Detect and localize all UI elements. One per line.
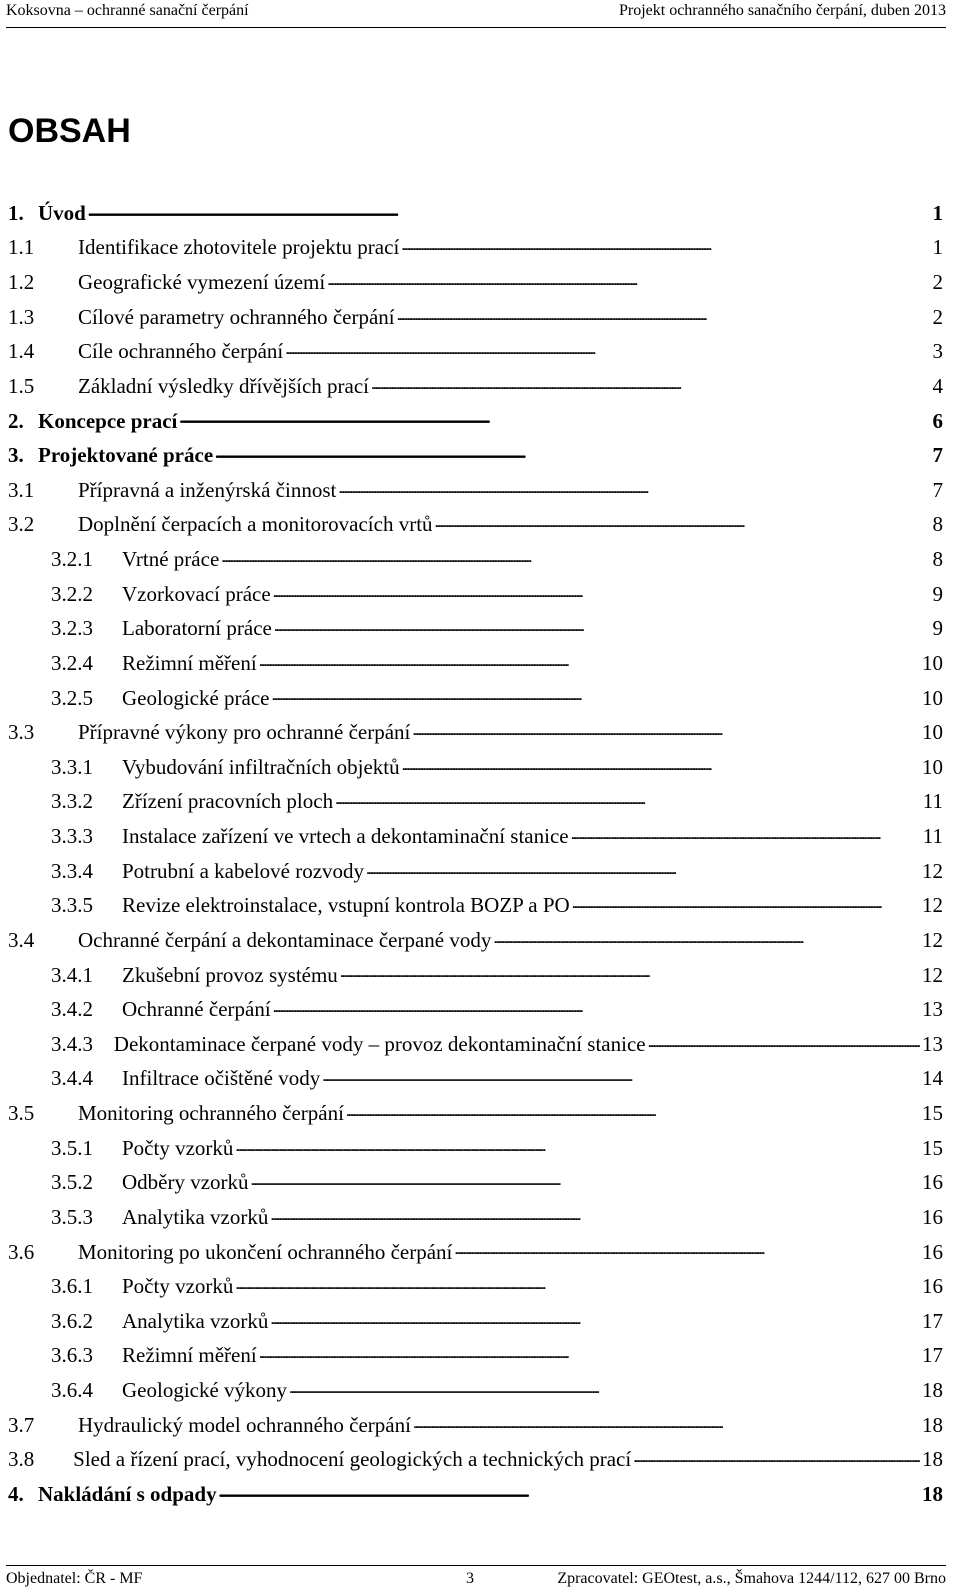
page-header [6, 0, 946, 28]
toc-dot-leader [346, 1097, 920, 1131]
toc-entry-page: 16 [922, 1204, 943, 1229]
toc-entry[interactable] [8, 438, 943, 473]
toc-dot-leader [270, 1201, 920, 1235]
toc-entry-number: 3.2.2 [51, 581, 93, 606]
toc-entry-label: Hydraulický model ochranného čerpání [78, 1412, 411, 1437]
toc-entry[interactable] [8, 1304, 943, 1339]
toc-entry-number: 3.3.5 [51, 893, 93, 918]
toc-entry-number: 3.3.4 [51, 858, 93, 883]
toc-entry-label: Ochranné čerpání [122, 997, 271, 1022]
toc-entry[interactable] [8, 1373, 943, 1408]
toc-entry-page: 17 [922, 1308, 943, 1333]
toc-entry-page: 10 [922, 650, 943, 675]
toc-entry-number: 3.1 [8, 477, 35, 502]
toc-dot-leader [454, 1235, 920, 1269]
toc-dot-leader [366, 855, 920, 889]
toc-entry[interactable] [8, 473, 943, 508]
toc-entry-page: 7 [932, 443, 943, 468]
toc-entry-label: Režimní měření [122, 650, 257, 675]
toc-entry-page: 2 [932, 270, 943, 295]
toc-entry-page: 7 [932, 477, 943, 502]
toc-entry-number: 3.4 [8, 927, 35, 952]
toc-dot-leader [235, 1270, 920, 1304]
toc-entry[interactable] [8, 612, 943, 647]
toc-entry-label: Úvod [38, 200, 86, 225]
toc-entry[interactable] [8, 1339, 943, 1374]
toc-entry-page: 1 [932, 235, 943, 260]
toc-entry-page: 6 [932, 408, 943, 433]
toc-dot-leader [493, 924, 920, 958]
toc-dot-leader [371, 370, 931, 404]
toc-dot-leader [335, 785, 921, 819]
toc-dot-leader [285, 335, 930, 369]
toc-dot-leader [338, 474, 930, 508]
toc-dot-leader [259, 647, 920, 681]
toc-entry[interactable] [8, 577, 943, 612]
toc-dot-leader [273, 993, 920, 1027]
toc-entry-label: Potrubní a kabelové rozvody [122, 858, 365, 883]
toc-entry[interactable] [8, 1235, 943, 1270]
toc-dot-leader [219, 1478, 920, 1512]
toc-entry-page: 2 [932, 304, 943, 329]
toc-entry[interactable] [8, 646, 943, 681]
footer-page-number: 3 [466, 1570, 474, 1587]
toc-entry-label: Monitoring ochranného čerpání [78, 1101, 344, 1126]
toc-entry-number: 3.3.2 [51, 789, 93, 814]
toc-dot-leader [289, 1374, 920, 1408]
toc-entry-label: Ochranné čerpání a dekontaminace čerpané vody [78, 927, 492, 952]
toc-dot-leader [648, 1028, 920, 1062]
toc-entry-label: Cílové parametry ochranného čerpání [78, 304, 395, 329]
toc-entry-page: 18 [922, 1412, 943, 1437]
toc-entry[interactable] [8, 1200, 943, 1235]
toc-entry-page: 9 [932, 616, 943, 641]
toc-entry[interactable] [8, 369, 943, 404]
toc-dot-leader [571, 820, 921, 854]
toc-entry-number: 2. [8, 408, 24, 433]
toc-entry-label: Vybudování infiltračních objektů [122, 754, 400, 779]
toc-dot-leader [215, 439, 930, 473]
toc-entry[interactable] [8, 992, 943, 1027]
toc-dot-leader [88, 197, 931, 231]
toc-entry-number: 3.4.2 [51, 997, 93, 1022]
toc-entry-page: 16 [922, 1239, 943, 1264]
toc-dot-leader [259, 1339, 920, 1373]
toc-entry-page: 3 [932, 339, 943, 364]
toc-entry-number: 3.2.1 [51, 547, 93, 572]
toc-entry-page: 16 [922, 1274, 943, 1299]
toc-entry-page: 9 [932, 581, 943, 606]
toc-entry[interactable] [8, 1269, 943, 1304]
toc-entry-label: Revize elektroinstalace, vstupní kontrola BOZP a PO [122, 893, 570, 918]
toc-entry[interactable] [8, 1131, 943, 1166]
toc-entry[interactable] [8, 1096, 943, 1131]
toc-entry-number: 3.3.1 [51, 754, 93, 779]
toc-entry-page: 17 [922, 1343, 943, 1368]
toc-entry-page: 11 [922, 824, 943, 849]
toc-entry-number: 3.6.2 [51, 1308, 93, 1333]
toc-entry-number: 3.4.1 [51, 962, 93, 987]
toc-entry-number: 3.6.4 [51, 1378, 93, 1403]
toc-entry-page: 13 [922, 1031, 943, 1056]
toc-entry-label: Analytika vzorků [122, 1204, 269, 1229]
toc-entry-label: Geologické práce [122, 685, 270, 710]
toc-entry-number: 1.2 [8, 270, 35, 295]
toc-entry-page: 12 [922, 858, 943, 883]
toc-entry-label: Doplnění čerpacích a monitorovacích vrtů [78, 512, 433, 537]
header-document-title: Koksovna – ochranné sanační čerpání [6, 2, 249, 19]
toc-entry[interactable] [8, 1408, 943, 1443]
toc-entry-number: 3.6.3 [51, 1343, 93, 1368]
toc-dot-leader [179, 404, 930, 438]
toc-entry[interactable] [8, 854, 943, 889]
toc-entry-page: 15 [922, 1135, 943, 1160]
toc-entry[interactable] [8, 819, 943, 854]
toc-entry-label: Identifikace zhotovitele projektu prací [78, 235, 400, 260]
toc-entry[interactable] [8, 785, 943, 820]
toc-entry-number: 3.5.2 [51, 1170, 93, 1195]
toc-entry-number: 3.2.4 [51, 650, 93, 675]
toc-dot-leader [397, 301, 931, 335]
toc-entry-page: 14 [922, 1066, 943, 1091]
toc-entry-label: Odběry vzorků [122, 1170, 249, 1195]
toc-entry-label: Základní výsledky dřívějších prací [78, 373, 369, 398]
toc-dot-leader [572, 889, 920, 923]
toc-dot-leader [633, 1443, 920, 1477]
toc-entry-page: 18 [922, 1447, 943, 1472]
toc-entry-label: Laboratorní práce [122, 616, 272, 641]
toc-entry-label: Geologické výkony [122, 1378, 288, 1403]
toc-entry-number: 3. [8, 443, 24, 468]
toc-entry-page: 18 [922, 1481, 943, 1506]
toc-entry-number: 3.3 [8, 720, 35, 745]
toc-entry-page: 13 [922, 997, 943, 1022]
toc-dot-leader [435, 508, 931, 542]
toc-entry-number: 1.3 [8, 304, 35, 329]
toc-entry-number: 1.5 [8, 373, 35, 398]
toc-entry-page: 11 [922, 789, 943, 814]
toc-entry-page: 10 [922, 754, 943, 779]
toc-entry-number: 1.4 [8, 339, 35, 364]
toc-entry-page: 8 [932, 547, 943, 572]
toc-entry-label: Analytika vzorků [122, 1308, 269, 1333]
toc-dot-leader [340, 958, 920, 992]
toc-entry-label: Infiltrace očištěné vody [122, 1066, 321, 1091]
toc-entry-page: 4 [932, 373, 943, 398]
toc-dot-leader [402, 751, 920, 785]
toc-entry-label: Zkušební provoz systému [122, 962, 338, 987]
toc-entry[interactable] [8, 1166, 943, 1201]
toc-entry-page: 1 [932, 200, 943, 225]
toc-entry-number: 3.7 [8, 1412, 35, 1437]
toc-entry[interactable] [8, 265, 943, 300]
toc-dot-leader [327, 266, 930, 300]
toc-entry[interactable] [8, 1443, 943, 1478]
toc-entry[interactable] [8, 958, 943, 993]
toc-entry-label: Zřízení pracovních ploch [122, 789, 334, 814]
toc-dot-leader [272, 681, 920, 715]
header-project-info: Projekt ochranného sanačního čerpání, duben 2013 [618, 2, 946, 19]
toc-entry[interactable] [8, 508, 943, 543]
page-footer [6, 1565, 946, 1590]
toc-entry-label: Sled a řízení prací, vyhodnocení geologických a technických prací [73, 1447, 632, 1472]
toc-entry-page: 12 [922, 927, 943, 952]
toc-entry-label: Projektované práce [38, 443, 214, 468]
toc-entry[interactable] [8, 231, 943, 266]
toc-entry-number: 1.1 [8, 235, 35, 260]
toc-entry-page: 12 [922, 893, 943, 918]
toc-dot-leader [401, 231, 930, 265]
toc-dot-leader [322, 1062, 920, 1096]
toc-entry-label: Počty vzorků [122, 1274, 234, 1299]
toc-entry-number: 3.2.3 [51, 616, 93, 641]
footer-contractor: Zpracovatel: GEOtest, a.s., Šmahova 1244/112, 627 00 Brno [557, 1570, 946, 1587]
toc-entry-number: 3.6.1 [51, 1274, 93, 1299]
toc-entry[interactable] [8, 1027, 943, 1062]
toc-entry[interactable] [8, 681, 943, 716]
toc-entry[interactable] [8, 923, 943, 958]
toc-dot-leader [235, 1132, 920, 1166]
toc-dot-leader [412, 716, 920, 750]
toc-dot-leader [413, 1409, 920, 1443]
toc-entry-label: Vrtné práce [122, 547, 220, 572]
toc-entry-label: Monitoring po ukončení ochranného čerpání [78, 1239, 453, 1264]
toc-entry-page: 18 [922, 1378, 943, 1403]
toc-entry[interactable] [8, 1477, 943, 1512]
toc-dot-leader [273, 578, 931, 612]
toc-entry-page: 10 [922, 685, 943, 710]
toc-entry-number: 3.5.1 [51, 1135, 93, 1160]
toc-entry-number: 4. [8, 1481, 24, 1506]
toc-entry-number: 3.4.3 [51, 1031, 93, 1056]
toc-dot-leader [274, 612, 931, 646]
toc-entry-number: 3.5 [8, 1101, 35, 1126]
toc-entry[interactable] [8, 335, 943, 370]
toc-entry-label: Přípravné výkony pro ochranné čerpání [78, 720, 411, 745]
toc-entry-label: Vzorkovací práce [122, 581, 271, 606]
toc-entry[interactable] [8, 542, 943, 577]
toc-entry[interactable] [8, 750, 943, 785]
toc-entry[interactable] [8, 404, 943, 439]
toc-entry-page: 16 [922, 1170, 943, 1195]
toc-entry-label: Nakládání s odpady [38, 1481, 217, 1506]
toc-entry-number: 3.5.3 [51, 1204, 93, 1229]
toc-entry-number: 3.3.3 [51, 824, 93, 849]
toc-entry[interactable] [8, 889, 943, 924]
toc-dot-leader [251, 1166, 920, 1200]
page-title: OBSAH [8, 112, 131, 150]
toc-entry-number: 3.6 [8, 1239, 35, 1264]
toc-entry-label: Instalace zařízení ve vrtech a dekontaminační stanice [122, 824, 569, 849]
toc-entry-label: Koncepce prací [38, 408, 178, 433]
toc-entry-label: Režimní měření [122, 1343, 257, 1368]
toc-entry-number: 3.8 [8, 1447, 35, 1472]
toc-entry-page: 10 [922, 720, 943, 745]
toc-entry-label: Dekontaminace čerpané vody – provoz dekontaminační stanice [113, 1031, 646, 1056]
toc-entry-number: 3.2.5 [51, 685, 93, 710]
toc-entry-label: Počty vzorků [122, 1135, 234, 1160]
toc-entry-number: 3.2 [8, 512, 35, 537]
toc-entry-label: Přípravná a inženýrská činnost [78, 477, 337, 502]
toc-entry-page: 12 [922, 962, 943, 987]
toc-entry-page: 15 [922, 1101, 943, 1126]
toc-entry-number: 1. [8, 200, 24, 225]
toc-dot-leader [221, 543, 930, 577]
toc-entry[interactable] [8, 1062, 943, 1097]
toc-entry-label: Cíle ochranného čerpání [78, 339, 284, 364]
footer-client: Objednatel: ČR - MF [6, 1570, 143, 1587]
toc-entry[interactable] [8, 300, 943, 335]
toc-dot-leader [270, 1305, 920, 1339]
table-of-contents [8, 196, 943, 1512]
toc-entry-label: Geografické vymezení území [78, 270, 326, 295]
toc-entry-number: 3.4.4 [51, 1066, 93, 1091]
toc-entry[interactable] [8, 715, 943, 750]
toc-entry[interactable] [8, 196, 943, 231]
toc-entry-page: 8 [932, 512, 943, 537]
